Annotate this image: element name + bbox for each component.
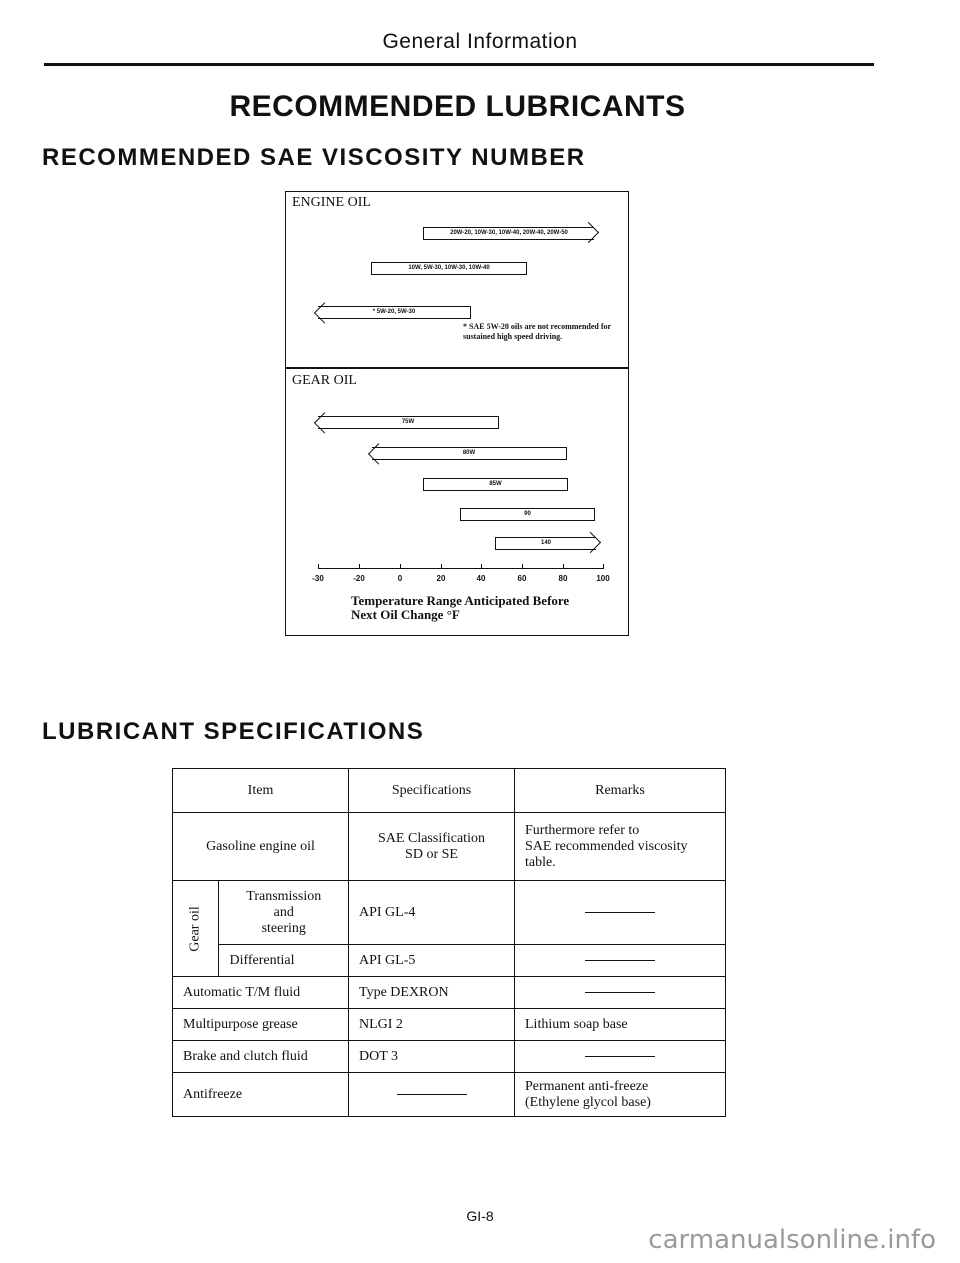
engine-bar-10w (371, 262, 527, 275)
spec-cell: API GL-4 (349, 881, 515, 945)
gear-bar-label: 80W (462, 450, 476, 456)
engine-oil-note: * SAE 5W-20 oils are not recommended for sustained high speed driving. (463, 322, 611, 341)
spec-cell: NLGI 2 (349, 1009, 515, 1041)
axis-title-line: Next Oil Change °F (351, 607, 460, 622)
tick-label: 60 (517, 574, 527, 583)
remark-line: (Ethylene glycol base) (525, 1094, 651, 1110)
spec-cell (349, 1073, 515, 1117)
temperature-axis (318, 568, 604, 569)
gear-bar-85w (423, 478, 568, 491)
axis-tick (522, 564, 523, 569)
gear-bar-label: 140 (540, 540, 551, 546)
item-cell: Brake and clutch fluid (173, 1041, 349, 1073)
axis-tick (400, 564, 401, 569)
axis-tick (603, 564, 604, 569)
remark-cell (515, 1041, 726, 1073)
table-row (173, 813, 726, 881)
engine-bar-20w (423, 227, 594, 240)
spec-cell: DOT 3 (349, 1041, 515, 1073)
empty-dash (585, 992, 655, 993)
gear-bar-label: 75W (401, 419, 415, 425)
table-header-row (173, 769, 726, 813)
engine-bar-label: 20W-20, 10W-30, 10W-40, 20W-40, 20W-50 (450, 230, 568, 236)
spec-table (172, 768, 726, 1117)
spec-cell: Type DEXRON (349, 977, 515, 1009)
header-rule (44, 63, 874, 66)
spec-line: SD or SE (405, 846, 458, 862)
remark-cell (515, 813, 726, 881)
item-cell: Antifreeze (173, 1073, 349, 1117)
specs-section-title: LUBRICANT SPECIFICATIONS (42, 718, 425, 745)
gear-bar-label: 85W (489, 481, 502, 487)
item-cell (219, 881, 349, 945)
header-specifications: Specifications (349, 769, 515, 813)
gear-bar-75w (318, 416, 499, 429)
table-row (173, 1009, 726, 1041)
remark-line: table. (525, 854, 556, 870)
tick-label: 0 (397, 574, 403, 583)
axis-title (351, 594, 601, 622)
remark-line: SAE recommended viscosity (525, 838, 688, 854)
tick-label: 40 (476, 574, 486, 583)
axis-title-line: Temperature Range Anticipated Before (351, 593, 570, 608)
remark-cell (515, 945, 726, 977)
tick-label: -30 (312, 574, 324, 583)
engine-bar-label: 10W, 5W-30, 10W-30, 10W-40 (408, 265, 490, 271)
header-item: Item (173, 769, 349, 813)
remark-cell: Lithium soap base (515, 1009, 726, 1041)
item-cell: Automatic T/M fluid (173, 977, 349, 1009)
engine-bar-5w (318, 306, 471, 319)
table-row (173, 977, 726, 1009)
axis-tick (441, 564, 442, 569)
empty-dash (585, 1056, 655, 1057)
axis-tick (359, 564, 360, 569)
remark-cell (515, 1073, 726, 1117)
chart-divider (285, 367, 629, 369)
viscosity-section-title: RECOMMENDED SAE VISCOSITY NUMBER (42, 144, 586, 171)
header-remarks: Remarks (515, 769, 726, 813)
page-number: GI-8 (466, 1208, 494, 1224)
watermark: carmanualsonline.info (648, 1225, 936, 1255)
table-row (173, 881, 726, 945)
item-cell: Multipurpose grease (173, 1009, 349, 1041)
gear-bar-80w (372, 447, 567, 460)
tick-label: 20 (436, 574, 446, 583)
engine-oil-label: ENGINE OIL (292, 195, 371, 210)
main-title: RECOMMENDED LUBRICANTS (229, 90, 686, 123)
empty-dash (397, 1094, 467, 1095)
gear-bar-label: 90 (524, 511, 531, 517)
gear-bar-140 (495, 537, 596, 550)
header-title: General Information (382, 30, 578, 53)
empty-dash (585, 912, 655, 913)
spec-cell: API GL-5 (349, 945, 515, 977)
axis-tick (318, 564, 319, 569)
item-line: and (273, 904, 294, 920)
empty-dash (585, 960, 655, 961)
gear-oil-label: GEAR OIL (292, 373, 357, 388)
gear-oil-label: Gear oil (187, 905, 203, 952)
tick-label: 80 (558, 574, 568, 583)
gear-oil-cell (173, 881, 219, 977)
spec-line: SAE Classification (378, 830, 485, 846)
gear-bar-90 (460, 508, 595, 521)
tick-label: -20 (353, 574, 365, 583)
remark-line: Permanent anti-freeze (525, 1078, 649, 1094)
item-cell: Gasoline engine oil (173, 813, 349, 881)
spec-cell (349, 813, 515, 881)
remark-cell (515, 977, 726, 1009)
item-cell: Differential (219, 945, 349, 977)
item-line: steering (261, 920, 306, 936)
axis-tick (481, 564, 482, 569)
axis-tick (563, 564, 564, 569)
item-line: Transmission (246, 888, 322, 904)
engine-bar-label: * 5W-20, 5W-30 (372, 309, 416, 315)
table-row (173, 945, 726, 977)
tick-label: 100 (596, 574, 610, 583)
viscosity-chart (285, 191, 629, 636)
remark-line: Furthermore refer to (525, 822, 640, 838)
table-row (173, 1073, 726, 1117)
remark-cell (515, 881, 726, 945)
table-row (173, 1041, 726, 1073)
